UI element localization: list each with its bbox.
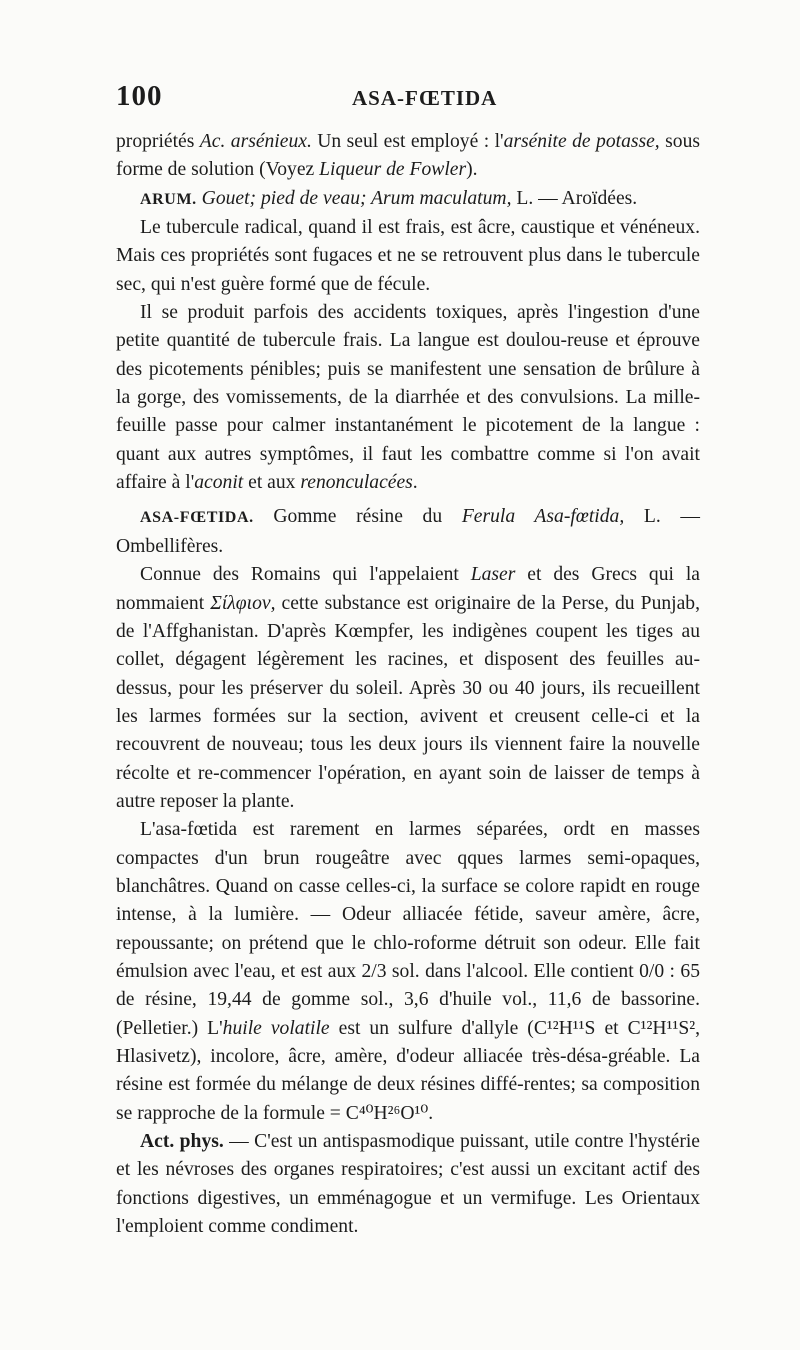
bold-run: Act. phys. [140, 1131, 224, 1153]
text-run: sous forme de solution (Voyez [116, 131, 700, 181]
paragraph-asa-description [116, 816, 700, 1128]
text-run: L. — Aroïdées. [511, 187, 638, 209]
text-run: et aux [243, 472, 301, 494]
text-run: — C'est un antispasmodique puissant, utile contre l'hystérie et les névroses des organes respiratoires; c'est aussi un excitant actif des fonctions digestives, un emménagogue et un vermifuge. Les Orientaux l'emploient comme condiment. [116, 1131, 700, 1238]
italic-run: renonculacées [300, 472, 413, 494]
italic-run: Laser [470, 564, 516, 586]
page-header [116, 80, 700, 114]
italic-run: huile volatile [222, 1017, 330, 1039]
text-run: . [412, 472, 418, 494]
text-run: est un sulfure d'allyle (C¹²H¹¹S et C¹²H¹¹S², Hlasivetz), incolore, âcre, amère, d'odeur alliacée très-désa-gréable. La résine est formée du mélange de deux résines diffé-rentes; sa composition se rapproche de la formule = C⁴⁰H²⁶O¹⁰. [116, 1017, 700, 1124]
entry-headword: ARUM. [140, 190, 197, 208]
italic-run: Ac. arsénieux. [199, 131, 312, 152]
entry-heading-asa-foetida [116, 503, 700, 561]
italic-run: Σίλφιον, [210, 592, 276, 614]
text-run: L. — Ombellifères. [116, 506, 700, 557]
italic-run: Ferula Asa-fœtida, [461, 506, 625, 528]
text-run: Connue des Romains qui l'appelaient [140, 564, 471, 586]
text-run: Gomme résine du [253, 506, 462, 528]
body-text [116, 128, 700, 1241]
paragraph-asa-origin [116, 561, 700, 816]
running-title: ASA-FŒTIDA [352, 86, 498, 110]
entry-headword: ASA-FŒTIDA. [140, 509, 254, 527]
italic-run: Liqueur de Fowler [319, 159, 467, 181]
text-run: Un seul est employé : l' [311, 131, 504, 152]
text-run: L'asa-fœtida est rarement en larmes séparées, ordt en masses compactes d'un brun rougeâtre avec qques larmes semi-opaques, blanchâtres. Quand on casse celles-ci, la surface se colore rapidt en rouge intense, à la lumière. — Odeur alliacée fétide, saveur amère, âcre, repoussante; on prétend que le chlo-roforme détruit son odeur. Elle fait émulsion avec l'eau, et est aux 2/3 sol. dans l'alcool. Elle contient 0/0 : 65 de résine, 19,44 de gomme sol., 3,6 d'huile vol., 11,6 de bassorine. (Pelletier.) L' [116, 819, 700, 1039]
text-run: ). [466, 159, 478, 181]
italic-run: Gouet; pied de veau; Arum maculatum, [201, 187, 512, 209]
page-number: 100 [116, 80, 163, 112]
paragraph-asa-action [116, 1128, 700, 1241]
paragraph-arum-accidents [116, 299, 700, 497]
text-run: cette substance est originaire de la Perse, du Punjab, de l'Affghanistan. D'après Kœmpfer, les indigènes coupent les tiges au collet, dégagent légèrement les racines, et disposent des feuilles au-dessus, pour les préserver du soleil. Après 30 ou 40 jours, ils recueillent les larmes formées sur la section, avivent et creusent celle-ci et la recouvrent de nouveau; tous les deux jours ils viennent faire la nouvelle récolte et re-commencer l'opération, en ayant soin de laisser de temps à autre reposer la plante. [116, 592, 700, 812]
italic-run: arsénite de potasse, [503, 131, 660, 152]
text-run: et des Grecs qui la nommaient [116, 564, 700, 614]
text-run: propriétés [116, 131, 200, 152]
entry-heading-arum [116, 185, 700, 214]
text-run: Il se produit parfois des accidents toxiques, après l'ingestion d'une petite quantité de tubercule frais. La langue est doulou-reuse et éprouve des picotements pénibles; puis se manifestent une sensation de brûlure à la gorge, des vomissements, de la diarrhée et des convulsions. La mille-feuille passe pour calmer instantanément le picotement de la langue : quant aux autres symptômes, il faut les combattre comme si l'on avait affaire à l' [116, 302, 700, 494]
paragraph-arum-tubercule: Le tubercule radical, quand il est frais, est âcre, caustique et vénéneux. Mais ces propriétés sont fugaces et ne se retrouvent plus dans le tubercule sec, qui n'est guère formé que de fécule. [116, 217, 700, 295]
paragraph-arsenite [116, 128, 700, 185]
italic-run: aconit [194, 472, 244, 494]
